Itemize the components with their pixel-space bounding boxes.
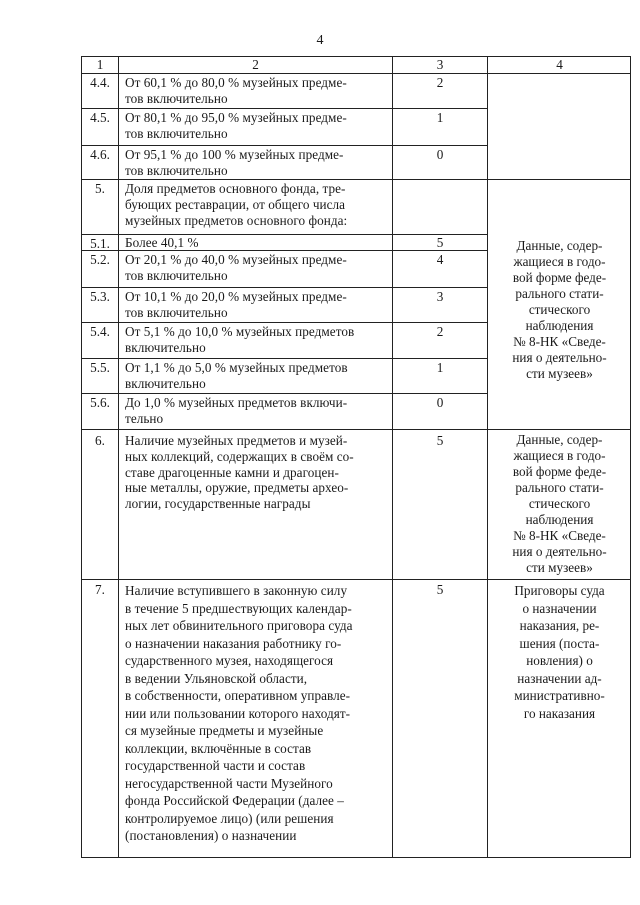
row-5-5-score: 1 — [392, 358, 487, 393]
row-6-score: 5 — [392, 429, 487, 579]
row-7-score: 5 — [392, 579, 487, 858]
row-5-text: Доля предметов основного фонда, тре- бующих реставрации, от общего числа музейных предметов основного фонда: — [118, 179, 392, 234]
row-4-5-score: 1 — [392, 108, 487, 145]
row-5-4-number: 5.4. — [81, 322, 118, 358]
row-6-number: 6. — [81, 429, 118, 579]
row-5-2-score: 4 — [392, 250, 487, 287]
row-5-5-text: От 1,1 % до 5,0 % музейных предметов включительно — [118, 358, 392, 393]
row-4-4-number: 4.4. — [81, 73, 118, 108]
row-4-6-score: 0 — [392, 145, 487, 179]
row-7-text: Наличие вступившего в законную силу в течение 5 предшествующих календар- ных лет обвинительного приговора суда о назначении наказания работнику го- сударственного музея, находящегося в ведении Ульяновской области, в собственности, оперативном управле- нии или пользовании которого находят- ся музейные предметы и музейные коллекции, включённые в состав государственной части и состав негосударственной части Музейного фонда Российской Федерации (далее – контролируемое лицо) (или решения (постановления) о назначении — [118, 579, 392, 858]
header-col-2: 2 — [118, 56, 392, 73]
row-7-number: 7. — [81, 579, 118, 858]
row-4-6-text: От 95,1 % до 100 % музейных предме- тов включительно — [118, 145, 392, 179]
page-number: 4 — [316, 33, 324, 48]
header-col-1: 1 — [81, 56, 118, 73]
row-5-6-text: До 1,0 % музейных предметов включи- тельно — [118, 393, 392, 429]
row-5-5-number: 5.5. — [81, 358, 118, 393]
row-4-4-text: От 60,1 % до 80,0 % музейных предме- тов включительно — [118, 73, 392, 108]
row-5-3-score: 3 — [392, 287, 487, 322]
row-5-1-number: 5.1. — [81, 234, 118, 250]
row-5-2-text: От 20,1 % до 40,0 % музейных предме- тов включительно — [118, 250, 392, 287]
row-5-1-text: Более 40,1 % — [118, 234, 392, 250]
row-5-6-score: 0 — [392, 393, 487, 429]
table-bottom-border — [81, 857, 631, 858]
row-5-3-number: 5.3. — [81, 287, 118, 322]
row-4-4-score: 2 — [392, 73, 487, 108]
row-6-text: Наличие музейных предметов и музей- ных коллекций, содержащих в своём со- ставе драгоценные камни и драгоцен- ные металлы, оружие, предметы архео- логии, государственные награды — [118, 429, 392, 579]
row-4-6-number: 4.6. — [81, 145, 118, 179]
row-4-5-number: 4.5. — [81, 108, 118, 145]
criteria-table — [81, 56, 631, 858]
header-col-3: 3 — [392, 56, 487, 73]
row-5-4-text: От 5,1 % до 10,0 % музейных предметов включительно — [118, 322, 392, 358]
header-col-4: 4 — [487, 56, 631, 73]
row-6-source: Данные, содер- жащиеся в годо- вой форме феде- рального стати- стического наблюдения № 8-НК «Сведе- ния о деятельно- сти музеев» — [487, 429, 631, 579]
row-5-4-score: 2 — [392, 322, 487, 358]
row-5-1-score: 5 — [392, 234, 487, 250]
row-4-5-text: От 80,1 % до 95,0 % музейных предме- тов включительно — [118, 108, 392, 145]
table-right-border — [630, 56, 631, 858]
row-5-2-number: 5.2. — [81, 250, 118, 287]
row-5-6-number: 5.6. — [81, 393, 118, 429]
row-4-source-empty — [487, 73, 631, 179]
row-5-score — [392, 179, 487, 234]
row-7-source: Приговоры суда о назначении наказания, ре- шения (поста- новления) о назначении ад- министративно- го наказания — [487, 579, 631, 858]
row-5-3-text: От 10,1 % до 20,0 % музейных предме- тов включительно — [118, 287, 392, 322]
row-5-source: Данные, содер- жащиеся в годо- вой форме феде- рального стати- стического наблюдения № 8-НК «Сведе- ния о деятельно- сти музеев» — [487, 179, 631, 429]
row-5-number: 5. — [81, 179, 118, 234]
